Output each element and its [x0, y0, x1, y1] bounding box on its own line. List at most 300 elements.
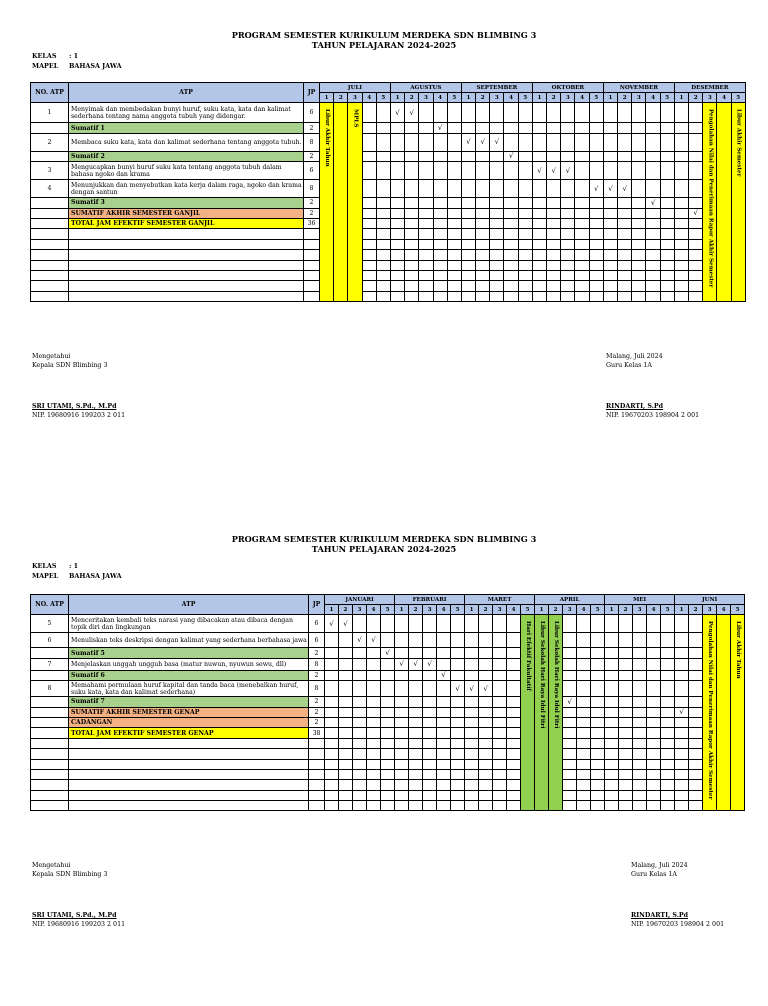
week-cell: [675, 738, 689, 748]
vertical-note: Pengolahan Nilai dan Penerimaan Rapor Akhir Semester: [707, 109, 714, 288]
week-cell: [675, 728, 689, 738]
week-cell: [507, 681, 521, 697]
cell-jp: [304, 250, 320, 260]
week-cell: [660, 281, 674, 291]
week-cell: [367, 717, 381, 727]
week-cell: [390, 250, 404, 260]
week-cell: [647, 769, 661, 779]
week-cell: [367, 707, 381, 717]
week-cell: [661, 759, 675, 769]
week-cell: [561, 103, 575, 123]
header-week: 5: [447, 93, 461, 103]
week-cell: [423, 615, 437, 633]
week-cell: [674, 180, 688, 198]
week-cell: [647, 790, 661, 800]
header-week: 5: [521, 605, 535, 615]
week-cell: [409, 615, 423, 633]
week-cell: [675, 759, 689, 769]
week-cell: [689, 198, 703, 208]
week-cell: [451, 707, 465, 717]
week-cell: [575, 133, 589, 151]
week-cell: [479, 749, 493, 759]
week-cell: [437, 681, 451, 697]
week-cell: [376, 250, 390, 260]
cell-jp: [309, 801, 325, 811]
cell-no-atp: [31, 738, 69, 748]
check-mark: √: [343, 619, 348, 628]
week-cell: [490, 198, 504, 208]
week-cell: [561, 162, 575, 180]
cell-jp: 2: [309, 670, 325, 680]
cell-atp: [69, 291, 304, 301]
week-cell: [577, 801, 591, 811]
guru-kelas-name: RINDARTI, S.Pd: [606, 403, 664, 410]
week-cell: [504, 281, 518, 291]
week-cell: [376, 260, 390, 270]
week-cell: [490, 123, 504, 133]
week-cell: [674, 151, 688, 161]
week-cell: [689, 123, 703, 133]
week-cell: [339, 670, 353, 680]
guru-kelas-nip: NIP. 19670203 198904 2 001: [631, 921, 725, 928]
week-cell: [437, 633, 451, 648]
week-cell: [419, 162, 433, 180]
week-cell: [674, 260, 688, 270]
header-week: 5: [661, 605, 675, 615]
week-cell: [390, 208, 404, 218]
cell-no-atp: [31, 198, 69, 208]
week-cell: [325, 790, 339, 800]
week-cell: [563, 697, 577, 707]
cell-jp: 6: [309, 615, 325, 633]
week-cell: [618, 218, 632, 228]
header-week: 5: [589, 93, 603, 103]
week-cell: [433, 291, 447, 301]
week-cell: [339, 633, 353, 648]
week-cell: [437, 790, 451, 800]
week-cell: [646, 270, 660, 280]
week-cell: [395, 759, 409, 769]
week-cell: [367, 769, 381, 779]
header-week: 3: [563, 605, 577, 615]
cell-no-atp: [31, 260, 69, 270]
cell-no-atp: 8: [31, 681, 69, 697]
week-cell: [362, 162, 376, 180]
week-cell: [619, 648, 633, 658]
header-week: 3: [703, 605, 717, 615]
week-cell: [577, 658, 591, 670]
week-cell: [433, 260, 447, 270]
week-cell: [405, 250, 419, 260]
week-cell: [632, 180, 646, 198]
cell-jp: 2: [309, 707, 325, 717]
week-cell: [689, 790, 703, 800]
week-cell: [395, 801, 409, 811]
kelas-label: KELAS: [32, 562, 57, 570]
vertical-note: Libur Akhir Semester: [735, 109, 742, 177]
week-cell: [647, 670, 661, 680]
table-row: [31, 670, 745, 680]
week-cell: [577, 738, 591, 748]
week-cell: [339, 801, 353, 811]
week-cell: [647, 759, 661, 769]
week-cell: [632, 270, 646, 280]
week-cell: [619, 633, 633, 648]
week-cell: [390, 162, 404, 180]
header-week: 2: [339, 605, 353, 615]
week-cell: [405, 208, 419, 218]
week-cell: [507, 633, 521, 648]
check-mark: √: [650, 198, 656, 207]
week-cell: [325, 728, 339, 738]
week-cell: [461, 151, 475, 161]
table-row: [31, 728, 745, 738]
cell-no-atp: [31, 208, 69, 218]
header-month: JULI: [320, 83, 391, 93]
week-cell: [507, 780, 521, 790]
week-cell: [353, 707, 367, 717]
week-cell: [390, 180, 404, 198]
week-cell: [423, 681, 437, 697]
cell-jp: 38: [309, 728, 325, 738]
week-cell: [547, 133, 561, 151]
table-row: [31, 749, 745, 759]
header-jp: JP: [304, 83, 320, 103]
week-cell: [674, 239, 688, 249]
semester1-left-signature: [32, 352, 125, 420]
header-week: 3: [632, 93, 646, 103]
header-week: 3: [493, 605, 507, 615]
week-cell: [504, 229, 518, 239]
week-cell: [589, 270, 603, 280]
week-cell: [577, 790, 591, 800]
week-cell: [362, 260, 376, 270]
date-place-label: Malang, Juli 2024: [631, 862, 688, 869]
week-cell: [381, 738, 395, 748]
header-no-atp: NO. ATP: [31, 595, 69, 615]
week-cell: [479, 759, 493, 769]
table-row: [31, 697, 745, 707]
week-cell: [618, 103, 632, 123]
cell-no-atp: [31, 270, 69, 280]
header-week: 2: [405, 93, 419, 103]
week-cell: [476, 239, 490, 249]
week-cell: [591, 670, 605, 680]
week-cell: [390, 281, 404, 291]
header-week: 1: [603, 93, 617, 103]
week-cell: [689, 780, 703, 790]
week-cell: [504, 123, 518, 133]
header-week: 4: [717, 605, 731, 615]
week-cell: [504, 208, 518, 218]
cell-jp: [304, 270, 320, 280]
week-cell: [504, 291, 518, 301]
week-cell: [451, 681, 465, 697]
week-cell: [353, 790, 367, 800]
week-cell: [689, 615, 703, 633]
check-mark: √: [494, 138, 500, 147]
week-cell: [674, 103, 688, 123]
semester1-title: [0, 31, 768, 50]
week-cell: [419, 103, 433, 123]
week-cell: [605, 780, 619, 790]
week-cell: [507, 790, 521, 800]
week-cell: [633, 717, 647, 727]
week-cell: [507, 759, 521, 769]
week-cell: [689, 717, 703, 727]
week-cell: [619, 801, 633, 811]
vertical-note: Libur Akhir Tahun: [735, 621, 742, 680]
week-cell: [423, 633, 437, 648]
header-week: 3: [419, 93, 433, 103]
week-cell: [547, 162, 561, 180]
week-cell: [405, 123, 419, 133]
cell-atp: SUMATIF AKHIR SEMESTER GANJIL: [69, 208, 304, 218]
vertical-note: Hari Efektif Fakultatif: [525, 621, 532, 692]
cell-no-atp: [31, 670, 69, 680]
week-cell: [689, 728, 703, 738]
week-cell: [476, 218, 490, 228]
week-cell: [405, 239, 419, 249]
title-line2: TAHUN PELAJARAN 2024-2025: [311, 39, 457, 50]
week-cell: [325, 633, 339, 648]
week-cell: [605, 749, 619, 759]
week-cell: [409, 759, 423, 769]
week-cell: [367, 759, 381, 769]
week-cell: [339, 681, 353, 697]
week-cell: [674, 123, 688, 133]
week-cell: [504, 270, 518, 280]
week-cell: [479, 633, 493, 648]
guru-kelas-label: Guru Kelas 1A: [606, 362, 652, 369]
mapel-label: MAPEL: [32, 62, 59, 70]
week-cell: [603, 103, 617, 123]
week-cell: [493, 749, 507, 759]
week-cell: [461, 180, 475, 198]
week-cell: [395, 728, 409, 738]
table-row: [31, 658, 745, 670]
table-row: [31, 208, 746, 218]
week-cell: [632, 260, 646, 270]
week-cell: [423, 780, 437, 790]
check-mark: √: [483, 684, 488, 693]
table-row: [31, 260, 746, 270]
week-cell: [603, 133, 617, 151]
week-cell: [353, 648, 367, 658]
week-cell: [490, 229, 504, 239]
week-cell: [575, 151, 589, 161]
week-cell: [689, 208, 703, 218]
week-cell: [381, 648, 395, 658]
check-mark: √: [480, 138, 485, 147]
cell-no-atp: 3: [31, 162, 69, 180]
week-cell: [575, 260, 589, 270]
week-cell: [675, 780, 689, 790]
week-cell: [451, 717, 465, 727]
header-week: 2: [689, 93, 703, 103]
week-cell: [661, 633, 675, 648]
week-cell: [589, 208, 603, 218]
week-cell: [689, 738, 703, 748]
week-cell: [325, 769, 339, 779]
week-cell: [362, 123, 376, 133]
header-week: 5: [376, 93, 390, 103]
week-cell: [381, 769, 395, 779]
week-cell: [633, 615, 647, 633]
vertical-note-column: [731, 615, 745, 811]
cell-jp: [309, 759, 325, 769]
week-cell: [490, 239, 504, 249]
header-week: 3: [490, 93, 504, 103]
week-cell: [661, 769, 675, 779]
week-cell: [451, 615, 465, 633]
week-cell: [689, 681, 703, 697]
week-cell: [461, 250, 475, 260]
cell-jp: 8: [304, 133, 320, 151]
week-cell: [632, 103, 646, 123]
week-cell: [603, 218, 617, 228]
week-cell: [518, 103, 532, 123]
week-cell: [447, 123, 461, 133]
week-cell: [575, 239, 589, 249]
week-cell: [504, 260, 518, 270]
week-cell: [381, 670, 395, 680]
week-cell: [561, 239, 575, 249]
week-cell: [423, 707, 437, 717]
header-week: 4: [575, 93, 589, 103]
vertical-note-column: [348, 103, 362, 302]
week-cell: [476, 123, 490, 133]
week-cell: [476, 103, 490, 123]
week-cell: [591, 769, 605, 779]
week-cell: [563, 648, 577, 658]
header-week: 3: [348, 93, 362, 103]
week-cell: [423, 801, 437, 811]
week-cell: [646, 291, 660, 301]
week-cell: [507, 801, 521, 811]
week-cell: [376, 123, 390, 133]
semester2-right-signature: [631, 861, 724, 929]
week-cell: [409, 780, 423, 790]
week-cell: [325, 648, 339, 658]
week-cell: [561, 270, 575, 280]
vertical-note: Libur Sekolah Hari Raya Idul Fitri: [539, 621, 546, 729]
week-cell: [619, 681, 633, 697]
week-cell: [547, 250, 561, 260]
week-cell: [367, 790, 381, 800]
week-cell: [479, 670, 493, 680]
cell-jp: 8: [309, 658, 325, 670]
week-cell: [619, 769, 633, 779]
week-cell: [575, 291, 589, 301]
week-cell: [325, 759, 339, 769]
check-mark: √: [551, 166, 556, 175]
week-cell: [675, 790, 689, 800]
week-cell: [447, 281, 461, 291]
vertical-note-column: [703, 103, 717, 302]
cell-atp: TOTAL JAM EFEKTIF SEMESTER GANJIL: [69, 218, 304, 228]
week-cell: [493, 658, 507, 670]
week-cell: [479, 681, 493, 697]
table-row: [31, 250, 746, 260]
week-cell: [591, 801, 605, 811]
week-cell: [675, 707, 689, 717]
week-cell: [376, 103, 390, 123]
cell-no-atp: [31, 697, 69, 707]
kepala-sekolah-label: Kepala SDN Blimbing 3: [32, 362, 108, 369]
week-cell: [633, 633, 647, 648]
week-cell: [632, 151, 646, 161]
week-cell: [362, 133, 376, 151]
week-cell: [618, 270, 632, 280]
week-cell: [619, 738, 633, 748]
week-cell: [647, 707, 661, 717]
week-cell: [465, 801, 479, 811]
week-cell: [325, 780, 339, 790]
week-cell: [603, 239, 617, 249]
week-cell: [603, 151, 617, 161]
semester1-meta: [32, 51, 122, 71]
week-cell: [518, 162, 532, 180]
week-cell: [646, 281, 660, 291]
week-cell: [493, 670, 507, 680]
week-cell: [367, 749, 381, 759]
week-cell: [689, 180, 703, 198]
week-cell: [605, 801, 619, 811]
header-week: 2: [476, 93, 490, 103]
week-cell: [437, 749, 451, 759]
week-cell: [561, 133, 575, 151]
week-cell: [423, 670, 437, 680]
week-cell: [433, 151, 447, 161]
week-cell: [647, 681, 661, 697]
header-week: 4: [647, 605, 661, 615]
week-cell: [479, 801, 493, 811]
week-cell: [646, 162, 660, 180]
week-cell: [339, 707, 353, 717]
week-cell: [660, 239, 674, 249]
week-cell: [381, 681, 395, 697]
week-cell: [423, 697, 437, 707]
week-cell: [461, 162, 475, 180]
week-cell: [504, 133, 518, 151]
week-cell: [367, 658, 381, 670]
week-cell: [493, 633, 507, 648]
week-cell: [479, 738, 493, 748]
week-cell: [409, 697, 423, 707]
week-cell: [339, 759, 353, 769]
week-cell: [465, 780, 479, 790]
header-week: 2: [409, 605, 423, 615]
week-cell: [689, 250, 703, 260]
week-cell: [532, 250, 546, 260]
week-cell: [589, 198, 603, 208]
cell-atp: [69, 239, 304, 249]
week-cell: [647, 738, 661, 748]
week-cell: [490, 151, 504, 161]
week-cell: [390, 133, 404, 151]
vertical-note-column: [334, 103, 348, 302]
week-cell: [362, 198, 376, 208]
header-month: APRIL: [535, 595, 605, 605]
week-cell: [632, 239, 646, 249]
kelas-value: : 1: [69, 562, 79, 570]
week-cell: [353, 801, 367, 811]
week-cell: [367, 697, 381, 707]
week-cell: [493, 769, 507, 779]
header-month: SEPTEMBER: [461, 83, 532, 93]
week-cell: [633, 707, 647, 717]
